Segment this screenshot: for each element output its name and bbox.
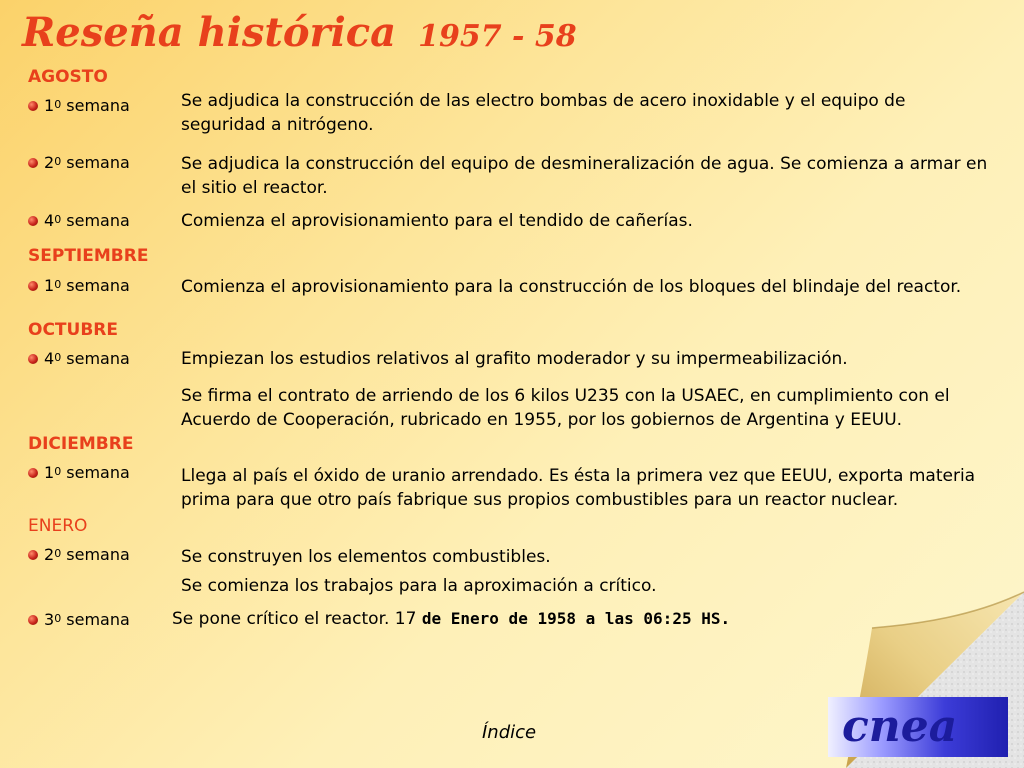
week-unit: semana	[66, 349, 130, 368]
week-number: 3	[44, 610, 55, 629]
week-label: 2 $^0$ semana	[28, 153, 130, 173]
bullet-icon	[28, 550, 38, 560]
page-title	[22, 6, 577, 64]
entry-description: Comienza el aprovisionamiento para la construcción de los bloques del blindaje del reactor.	[181, 277, 962, 297]
week-number: 2	[44, 545, 55, 564]
week-unit: semana	[66, 211, 130, 230]
entry-description: Comienza el aprovisionamiento para el tendido de cañerías.	[181, 211, 693, 231]
month-agosto: AGOSTO	[28, 67, 108, 87]
week-number: 1	[44, 96, 55, 115]
week-unit: semana	[66, 153, 130, 172]
week-label: 1 $^0$ semana	[28, 96, 130, 116]
index-link[interactable]: Índice	[482, 722, 537, 743]
week-unit: semana	[66, 96, 130, 115]
week-unit: semana	[66, 610, 130, 629]
week-number: 1	[44, 276, 55, 295]
week-number: 4	[44, 349, 55, 368]
bullet-icon	[28, 281, 38, 291]
week-unit: semana	[66, 545, 130, 564]
week-unit: semana	[66, 276, 130, 295]
entry-description: Se firma el contrato de arriendo de los 6 kilos U235 con la USAEC, en cumplimiento con el Acuerdo de Cooperación, rubricado en 1955, por los gobiernos de Argentina y EEUU.	[181, 386, 950, 430]
month-diciembre: DICIEMBRE	[28, 434, 134, 454]
bullet-icon	[28, 158, 38, 168]
week-label: 4 $^0$ semana	[28, 211, 130, 231]
week-number: 1	[44, 463, 55, 482]
entry-description: Se adjudica la construcción de las electro bombas de acero inoxidable y el equipo de seguridad a nitrógeno.	[181, 91, 906, 135]
cnea-logo: cnea	[842, 701, 958, 752]
week-number: 2	[44, 153, 55, 172]
critical-date: de Enero de 1958 a las 06:25 HS.	[421, 609, 731, 628]
title-main: Reseña histórica	[22, 9, 397, 56]
week-label: 2 $^0$ semana	[28, 545, 130, 565]
entry-description: Empiezan los estudios relativos al grafito moderador y su impermeabilización.	[181, 349, 848, 369]
week-number: 4	[44, 211, 55, 230]
month-enero: ENERO	[28, 516, 88, 536]
bullet-icon	[28, 615, 38, 625]
week-label: 3 $^0$ semana	[28, 610, 130, 630]
month-septiembre: SEPTIEMBRE	[28, 246, 149, 266]
entry-description: Se construyen los elementos combustibles.	[181, 547, 551, 567]
entry-description: Se adjudica la construcción del equipo de desmineralización de agua. Se comienza a armar en el sitio el reactor.	[181, 154, 988, 198]
bullet-icon	[28, 216, 38, 226]
bullet-icon	[28, 354, 38, 364]
entry-description: Llega al país el óxido de uranio arrendado. Es ésta la primera vez que EEUU, exporta materia prima para que otro país fabrique sus propios combustibles para un reactor nuclear.	[181, 466, 976, 510]
entry-description: Se comienza los trabajos para la aproximación a crítico.	[181, 576, 657, 596]
week-label: 1 $^0$ semana	[28, 276, 130, 296]
week-label: 4 $^0$ semana	[28, 349, 130, 369]
bullet-icon	[28, 101, 38, 111]
week-label: 1 $^0$ semana	[28, 463, 130, 483]
bullet-icon	[28, 468, 38, 478]
critical-text: Se pone crítico el reactor. 17	[172, 609, 422, 629]
month-octubre: OCTUBRE	[28, 320, 118, 340]
week-unit: semana	[66, 463, 130, 482]
title-years: 1957 - 58	[418, 19, 577, 54]
